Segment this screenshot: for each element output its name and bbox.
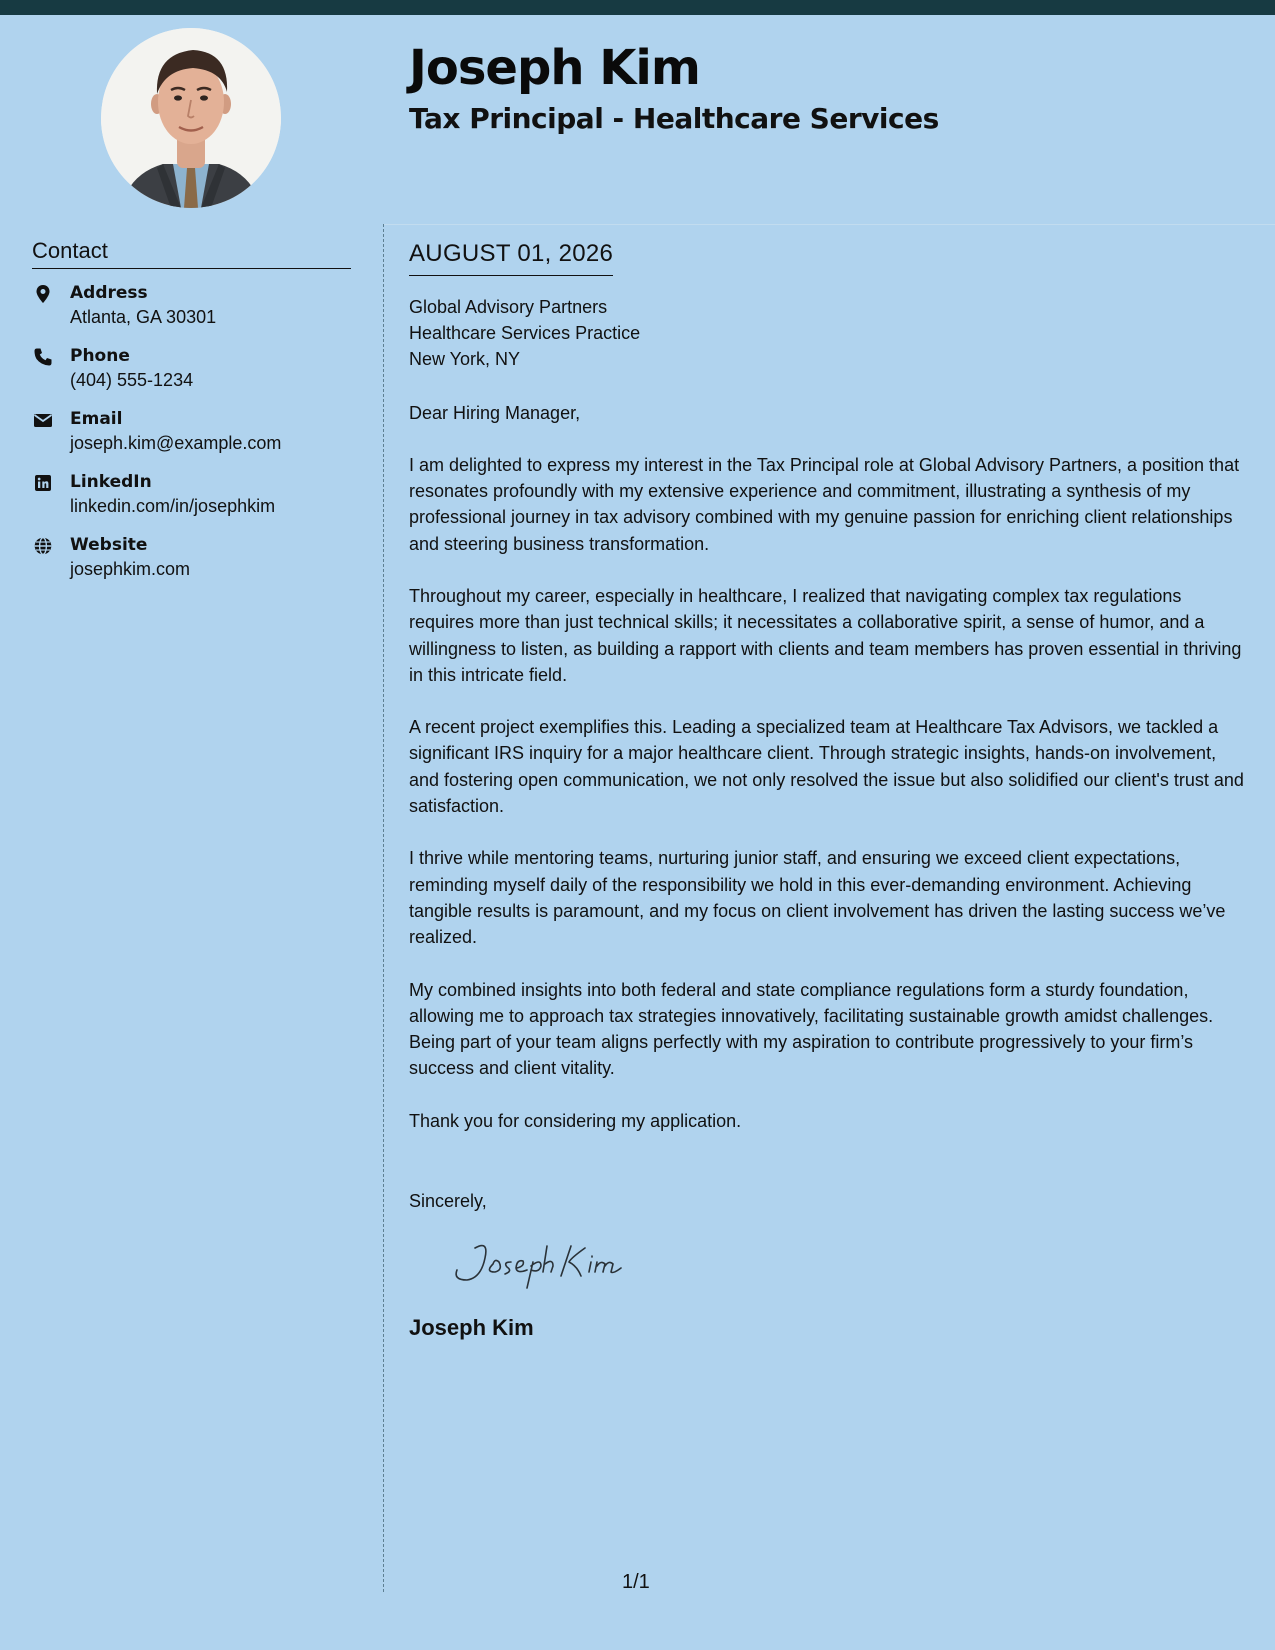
- contact-item-address: [32, 281, 351, 333]
- column-divider: [383, 224, 384, 1592]
- page-number: 1/1: [622, 1571, 650, 1593]
- contact-item-phone: [32, 344, 351, 396]
- website-value[interactable]: josephkim.com: [70, 559, 191, 580]
- phone-value[interactable]: (404) 555-1234: [70, 370, 194, 391]
- body-paragraph: Thank you for considering my application.: [409, 1110, 742, 1131]
- body-paragraph: Throughout my career, especially in healthcare, I realized that navigating complex tax regulations requires more than just technical skills; it necessitates a collaborative spirit, a sense of humor, and a willingness to listen, as building a rapport with clients and team members has proven essential in thriving in this intricate field.: [409, 585, 1242, 685]
- recipient-block: [409, 294, 1249, 372]
- handwritten-signature: [445, 1236, 665, 1292]
- globe-icon: [33, 536, 53, 556]
- profile-photo: [101, 28, 281, 208]
- signed-name: Joseph Kim: [409, 1315, 534, 1341]
- linkedin-value[interactable]: linkedin.com/in/josephkim: [70, 496, 276, 517]
- contact-sidebar: [32, 238, 351, 596]
- body-paragraph: I am delighted to express my interest in the Tax Principal role at Global Advisory Partners, a position that resonates profoundly with my extensive experience and commitment, illustrating a synthesis of my professional journey in tax advisory combined with my genuine passion for enriching client relationships and steering business transformation.: [409, 454, 1240, 554]
- linkedin-icon: [33, 473, 53, 493]
- job-title: Tax Principal - Healthcare Services: [409, 102, 939, 135]
- contact-item-website: [32, 533, 351, 585]
- contact-label: LinkedIn: [70, 472, 152, 493]
- contact-item-linkedin: [32, 470, 351, 522]
- body-paragraph: My combined insights into both federal and state compliance regulations form a sturdy foundation, allowing me to approach tax strategies innovatively, facilitating sustainable growth amidst challenges. Being part of your team aligns perfectly with my aspiration to contribute progressively to your firm’s success and client vitality.: [409, 979, 1214, 1079]
- applicant-name: Joseph Kim: [409, 40, 700, 96]
- recipient-company: Global Advisory Partners: [409, 296, 608, 317]
- contact-list: [32, 281, 351, 585]
- contact-label: Email: [70, 409, 123, 430]
- phone-icon: [33, 347, 53, 367]
- address-value: Atlanta, GA 30301: [70, 307, 217, 328]
- recipient-location: New York, NY: [409, 348, 521, 369]
- body-paragraph: I thrive while mentoring teams, nurturing junior staff, and ensuring we exceed client expectations, reminding myself daily of the responsibility we hold in this ever-demanding environment. Achieving tangible results is paramount, and my focus on client involvement has driven the lasting success we’ve realized.: [409, 848, 1226, 948]
- contact-label: Address: [70, 283, 148, 304]
- contact-label: Phone: [70, 346, 130, 367]
- email-value[interactable]: joseph.kim@example.com: [70, 433, 282, 454]
- letter-date: AUGUST 01, 2026: [409, 240, 613, 276]
- contact-heading: Contact: [32, 238, 351, 269]
- body-paragraph: A recent project exemplifies this. Leading a specialized team at Healthcare Tax Advisors, we tackled a significant IRS inquiry for a major healthcare client. Through strategic insights, hands-on involvement, and fostering open communication, we not only resolved the issue but also solidified our client's trust and satisfaction.: [409, 717, 1244, 817]
- closing: Sincerely,: [409, 1191, 487, 1212]
- recipient-department: Healthcare Services Practice: [409, 322, 641, 343]
- location-pin-icon: [33, 284, 53, 304]
- top-accent-bar: [0, 0, 1275, 15]
- header-divider: [384, 224, 1275, 225]
- contact-label: Website: [70, 535, 148, 556]
- contact-item-email: [32, 407, 351, 459]
- letter-body: [409, 240, 1249, 1342]
- salutation: Dear Hiring Manager,: [409, 402, 581, 423]
- envelope-icon: [33, 410, 53, 430]
